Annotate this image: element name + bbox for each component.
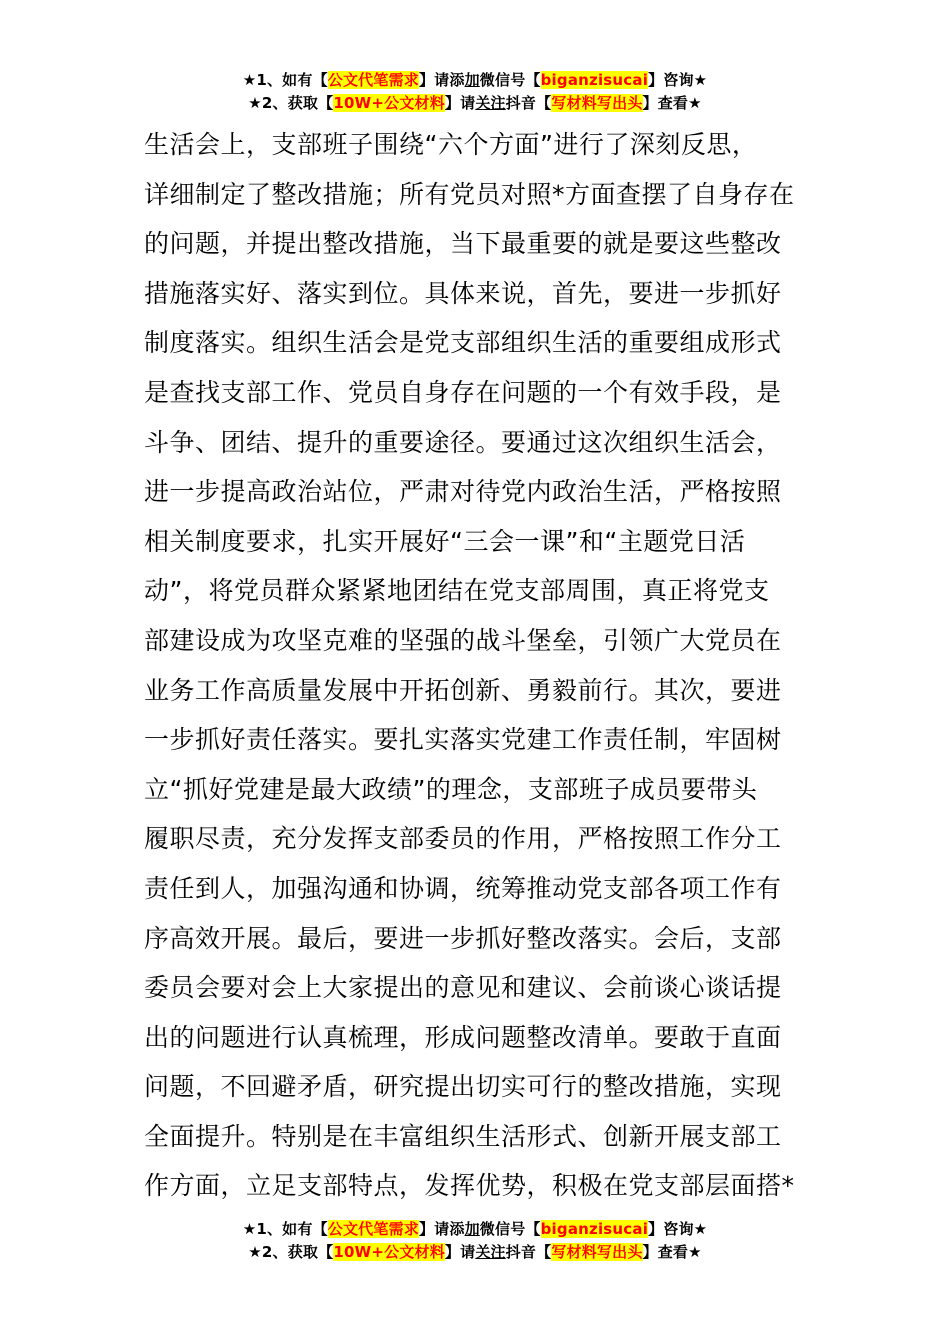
body-line: 是查找支部工作、党员自身存在问题的一个有效手段，是 — [144, 377, 782, 407]
body-line: 动”，将党员群众紧紧地团结在党支部周围，真正将党支 — [144, 576, 770, 606]
banner-text: 】咨询★ — [648, 1220, 708, 1238]
banner-text: 抖音【 — [505, 94, 552, 112]
body-line: 制度落实。组织生活会是党支部组织生活的重要组成形式 — [144, 328, 782, 358]
banner-text: 】请 — [444, 1243, 476, 1261]
body-line: 生活会上，支部班子围绕“六个方面”进行了深刻反思， — [144, 130, 758, 159]
banner-text: 】查看★ — [642, 94, 702, 112]
body-line: 问题，不回避矛盾，研究提出切实可行的整改措施，实现 — [144, 1072, 782, 1102]
body-line: 出的问题进行认真梳理，形成问题整改清单。要敢于直面 — [144, 1022, 782, 1052]
banner-line-2 — [0, 92, 950, 115]
highlight-text: biganzisucai — [540, 1220, 649, 1238]
highlight-text: 公文代笔需求 — [327, 1220, 419, 1238]
banner-text: 】咨询★ — [648, 71, 708, 89]
banner-text: 】请 — [444, 94, 476, 112]
header-banner — [0, 69, 950, 115]
body-line: 一步抓好责任落实。要扎实落实党建工作责任制，牢固树 — [144, 725, 782, 755]
underlined-text: 关注 — [475, 94, 506, 112]
body-line: 的问题，并提出整改措施，当下最重要的就是要这些整改 — [144, 229, 782, 259]
banner-text: ★1、如有【 — [242, 1220, 328, 1238]
body-line: 相关制度要求，扎实开展好“三会一课”和“主题党日活 — [144, 526, 746, 556]
underlined-text: 加 — [464, 1220, 480, 1238]
banner-text: 抖音【 — [505, 1243, 552, 1261]
underlined-text: 加 — [464, 71, 480, 89]
banner-text: ★2、获取【 — [248, 94, 334, 112]
document-body — [144, 120, 814, 1211]
banner-line-1 — [0, 69, 950, 92]
body-line: 作方面，立足支部特点，发挥优势，积极在党支部层面搭* — [144, 1171, 795, 1201]
highlight-text: biganzisucai — [540, 71, 649, 89]
body-line: 业务工作高质量发展中开拓创新、勇毅前行。其次，要进 — [144, 675, 782, 705]
body-line: 进一步提高政治站位，严肃对待党内政治生活，严格按照 — [144, 477, 782, 507]
banner-text: 】查看★ — [642, 1243, 702, 1261]
highlight-text: 写材料写出头 — [551, 94, 643, 112]
body-line: 斗争、团结、提升的重要途径。要通过这次组织生活会， — [144, 427, 782, 457]
body-line: 详细制定了整改措施；所有党员对照*方面查摆了自身存在 — [144, 179, 795, 209]
body-line: 履职尽责，充分发挥支部委员的作用，严格按照工作分工 — [144, 824, 782, 854]
body-line: 委员会要对会上大家提出的意见和建议、会前谈心谈话提 — [144, 973, 782, 1003]
banner-text: ★2、获取【 — [248, 1243, 334, 1261]
banner-line-2 — [0, 1241, 950, 1264]
highlight-text: 写材料写出头 — [551, 1243, 643, 1261]
highlight-text: 公文代笔需求 — [327, 71, 419, 89]
underlined-text: 关注 — [475, 1243, 506, 1261]
banner-text: 】请添 — [418, 71, 465, 89]
banner-text: 微信号【 — [479, 71, 541, 89]
body-line: 部建设成为攻坚克难的坚强的战斗堡垒，引领广大党员在 — [144, 625, 782, 655]
body-line: 责任到人，加强沟通和协调，统筹推动党支部各项工作有 — [144, 873, 782, 903]
body-line: 全面提升。特别是在丰富组织生活形式、创新开展支部工 — [144, 1121, 782, 1151]
banner-line-1 — [0, 1218, 950, 1241]
highlight-text: 10W+公文材料 — [333, 1243, 445, 1261]
banner-text: ★1、如有【 — [242, 71, 328, 89]
banner-text: 微信号【 — [479, 1220, 541, 1238]
highlight-text: 10W+公文材料 — [333, 94, 445, 112]
footer-banner — [0, 1218, 950, 1264]
body-line: 立“抓好党建是最大政绩”的理念，支部班子成员要带头 — [144, 774, 758, 804]
banner-text: 】请添 — [418, 1220, 465, 1238]
body-line: 措施落实好、落实到位。具体来说，首先，要进一步抓好 — [144, 278, 782, 308]
body-line: 序高效开展。最后，要进一步抓好整改落实。会后，支部 — [144, 923, 782, 953]
